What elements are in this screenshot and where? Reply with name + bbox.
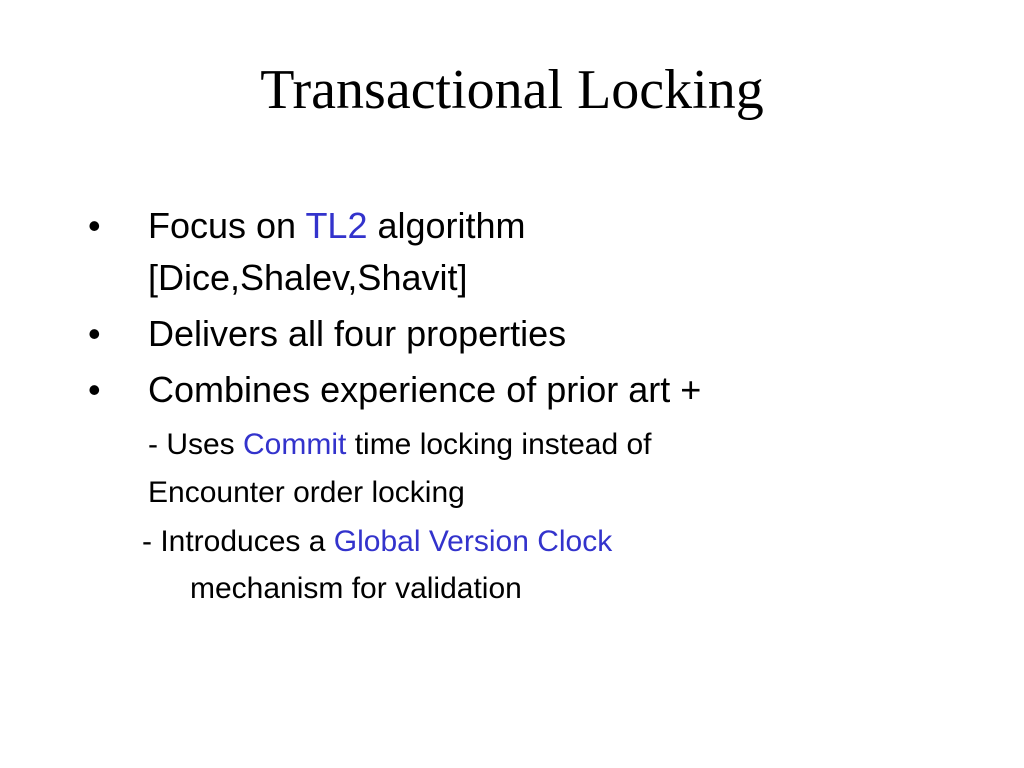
bullet-dot-icon: • xyxy=(88,205,101,246)
sub-item-text: time locking instead of xyxy=(346,428,652,461)
sub-item-text: - Introduces a xyxy=(142,525,334,558)
bullet-text: Delivers all four properties xyxy=(148,313,567,354)
bullet-text: algorithm xyxy=(367,205,526,246)
sub-item-text: - Uses xyxy=(148,428,244,461)
bullet-dot-icon: • xyxy=(88,313,101,354)
bullet-continuation: [Dice,Shalev,Shavit] xyxy=(148,257,468,298)
highlight-global-version-clock: Global Version Clock xyxy=(333,525,613,558)
bullet-line xyxy=(148,200,526,252)
sub-item-line xyxy=(148,422,652,468)
sub-item-continuation: mechanism for validation xyxy=(190,572,522,605)
highlight-commit: Commit xyxy=(243,428,347,461)
bullet-text: Focus on xyxy=(148,205,306,246)
bullet-dot-icon: • xyxy=(88,369,101,410)
sub-item-continuation: Encounter order locking xyxy=(148,476,465,509)
slide-title: Transactional Locking xyxy=(260,59,764,121)
bullet-text: Combines experience of prior art + xyxy=(148,369,702,410)
sub-item-line xyxy=(142,519,612,565)
highlight-tl2: TL2 xyxy=(305,205,368,246)
